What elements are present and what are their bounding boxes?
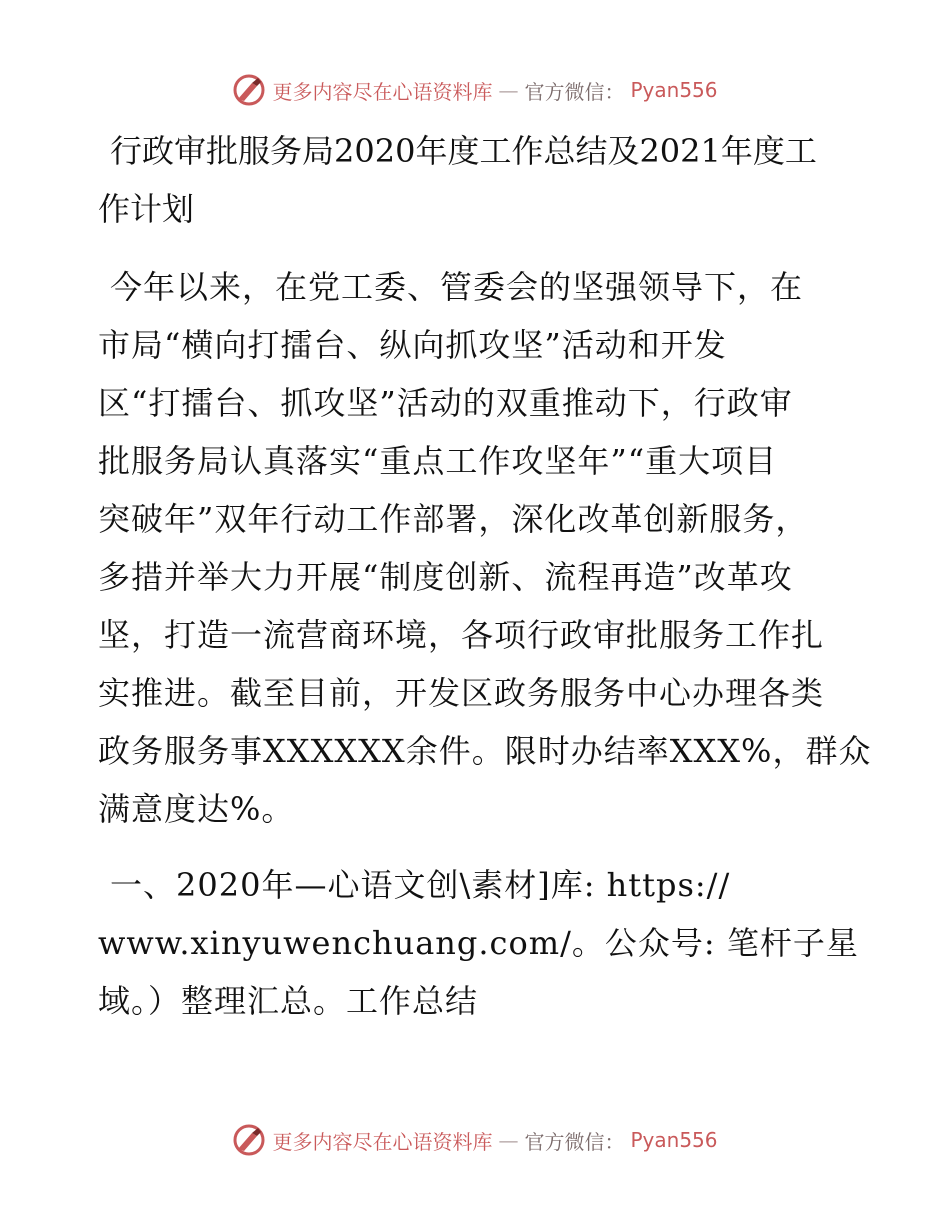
banner-separator: —: [498, 1128, 519, 1152]
pen-circle-logo-icon: [232, 1123, 266, 1157]
paragraph-line: 实推进。截至目前，开发区政务服务中心办理各类: [98, 674, 825, 712]
footer-banner: [0, 1120, 950, 1160]
section-heading-paragraph: [98, 856, 858, 1030]
paragraph-line: 域。）整理汇总。工作总结: [98, 982, 479, 1020]
paragraph-line: 市局“横向打擂台、纵向抓攻坚”活动和开发: [98, 326, 727, 364]
paragraph-line: 一、2020年—心语文创\素材]库: https://: [110, 866, 731, 904]
paragraph-line: 突破年”双年行动工作部署，深化改革创新服务，: [98, 500, 809, 538]
paragraph-line: 批服务局认真落实“重点工作攻坚年”“重大项目: [98, 442, 778, 480]
banner-slogan: 更多内容尽在心语资料库: [272, 79, 493, 104]
banner-wechat-label: 官方微信：: [524, 79, 625, 104]
document-body: [98, 122, 872, 1048]
title-line: 行政审批服务局2020年度工作总结及2021年度工: [110, 132, 817, 170]
banner-wechat-id: Pyan556: [630, 1128, 718, 1152]
paragraph-line: 今年以来，在党工委、管委会的坚强领导下，在: [110, 268, 804, 306]
title-line: 作计划: [98, 190, 195, 228]
intro-paragraph: [98, 258, 872, 838]
paragraph-line: www.xinyuwenchuang.com/。公众号: 笔杆子星: [98, 924, 859, 962]
paragraph-line: 多措并举大力开展“制度创新、流程再造”改革攻: [98, 558, 793, 596]
banner-separator: —: [498, 78, 519, 102]
banner-wechat-label: 官方微信：: [524, 1129, 625, 1154]
header-banner: [0, 70, 950, 110]
paragraph-line: 满意度达%。: [98, 790, 295, 828]
paragraph-line: 区“打擂台、抓攻坚”活动的双重推动下，行政审: [98, 384, 793, 422]
paragraph-line: 政务服务事XXXXXX余件。限时办结率XXX%，群众: [98, 732, 872, 770]
banner-slogan: 更多内容尽在心语资料库: [272, 1129, 493, 1154]
paragraph-line: 坚，打造一流营商环境，各项行政审批服务工作扎: [98, 616, 825, 654]
banner-wechat-id: Pyan556: [630, 78, 718, 102]
pen-circle-logo-icon: [232, 73, 266, 107]
document-title: [98, 122, 858, 238]
